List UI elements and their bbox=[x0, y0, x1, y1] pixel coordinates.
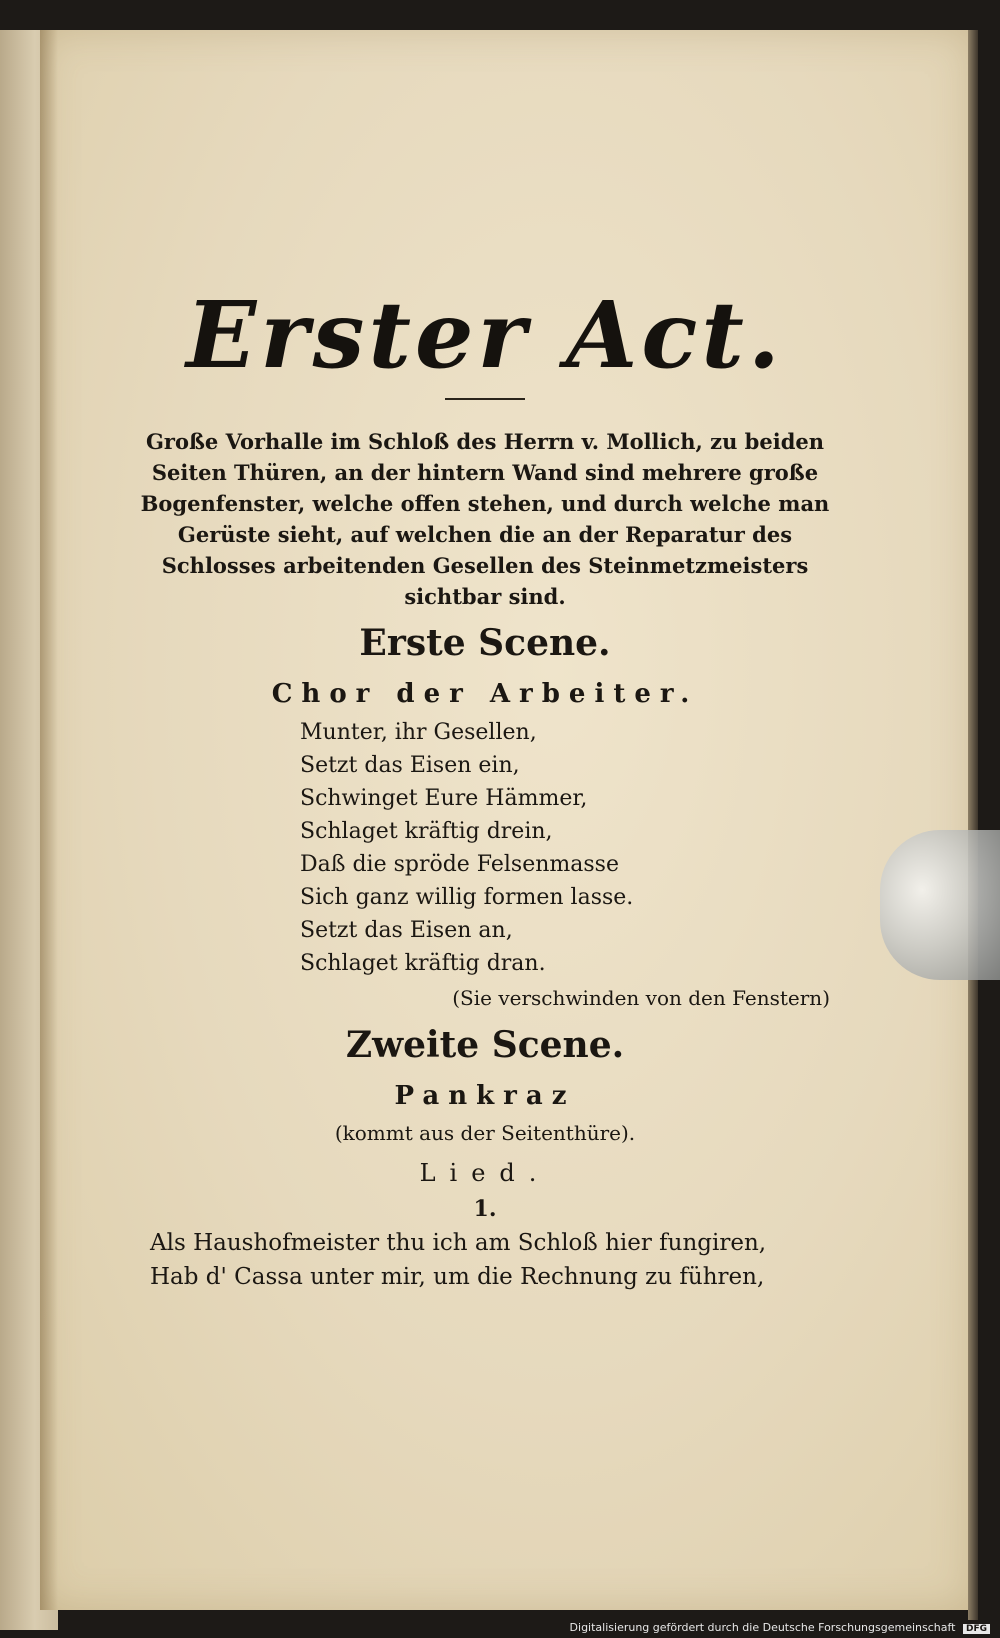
verse-line: Daß die spröde Felsenmasse bbox=[300, 852, 619, 877]
verse-line: Munter, ihr Gesellen, bbox=[300, 720, 537, 745]
digitization-credit bbox=[570, 1621, 990, 1634]
page-clip bbox=[880, 830, 1000, 980]
entrance-direction: (kommt aus der Seitenthüre). bbox=[334, 1121, 636, 1145]
exit-direction: (Sie verschwinden von den Fenstern) bbox=[452, 986, 830, 1010]
verse-line: Schlaget kräftig dran. bbox=[300, 951, 546, 976]
verse-line: Sich ganz willig formen lasse. bbox=[300, 885, 634, 910]
song-line: Als Haushofmeister thu ich am Schloß hier fungiren, bbox=[150, 1230, 767, 1256]
verse-line: Setzt das Eisen an, bbox=[300, 918, 513, 943]
chorus-verse bbox=[300, 716, 830, 980]
song-verse bbox=[150, 1226, 830, 1294]
verse-line: Schwinget Eure Hämmer, bbox=[300, 786, 588, 811]
scene-heading-1: Erste Scene. bbox=[359, 622, 611, 664]
credit-text: Digitalisierung gefördert durch die Deutsche Forschungsgemeinschaft bbox=[569, 1621, 956, 1634]
song-line: Hab d' Cassa unter mir, um die Rechnung zu führen, bbox=[150, 1264, 765, 1290]
page-content bbox=[140, 250, 830, 1294]
dfg-logo: DFG bbox=[963, 1624, 990, 1634]
title-rule bbox=[445, 398, 525, 400]
stanza-number: 1. bbox=[473, 1196, 497, 1222]
scene-heading-2: Zweite Scene. bbox=[345, 1024, 625, 1066]
verse-line: Setzt das Eisen ein, bbox=[300, 753, 520, 778]
stage-direction: Große Vorhalle im Schloß des Herrn v. Mollich, zu beiden Seiten Thüren, an der hintern Wand sind mehrere große Bogenfenster, welche offen stehen, und durch welche man Gerüste sieht, auf welchen die an der Reparatur des Schlosses arbeitenden Gesellen des Steinmetzmeisters sichtbar sind. bbox=[140, 429, 830, 609]
song-title: Lied. bbox=[419, 1159, 551, 1187]
speaker-pankraz: Pankraz bbox=[394, 1081, 576, 1111]
page-gutter-shadow bbox=[40, 30, 58, 1610]
act-title: Erster Act. bbox=[186, 281, 784, 389]
speaker-chorus: Chor der Arbeiter. bbox=[271, 679, 699, 709]
verse-line: Schlaget kräftig drein, bbox=[300, 819, 553, 844]
page-edge-shadow bbox=[968, 30, 978, 1620]
